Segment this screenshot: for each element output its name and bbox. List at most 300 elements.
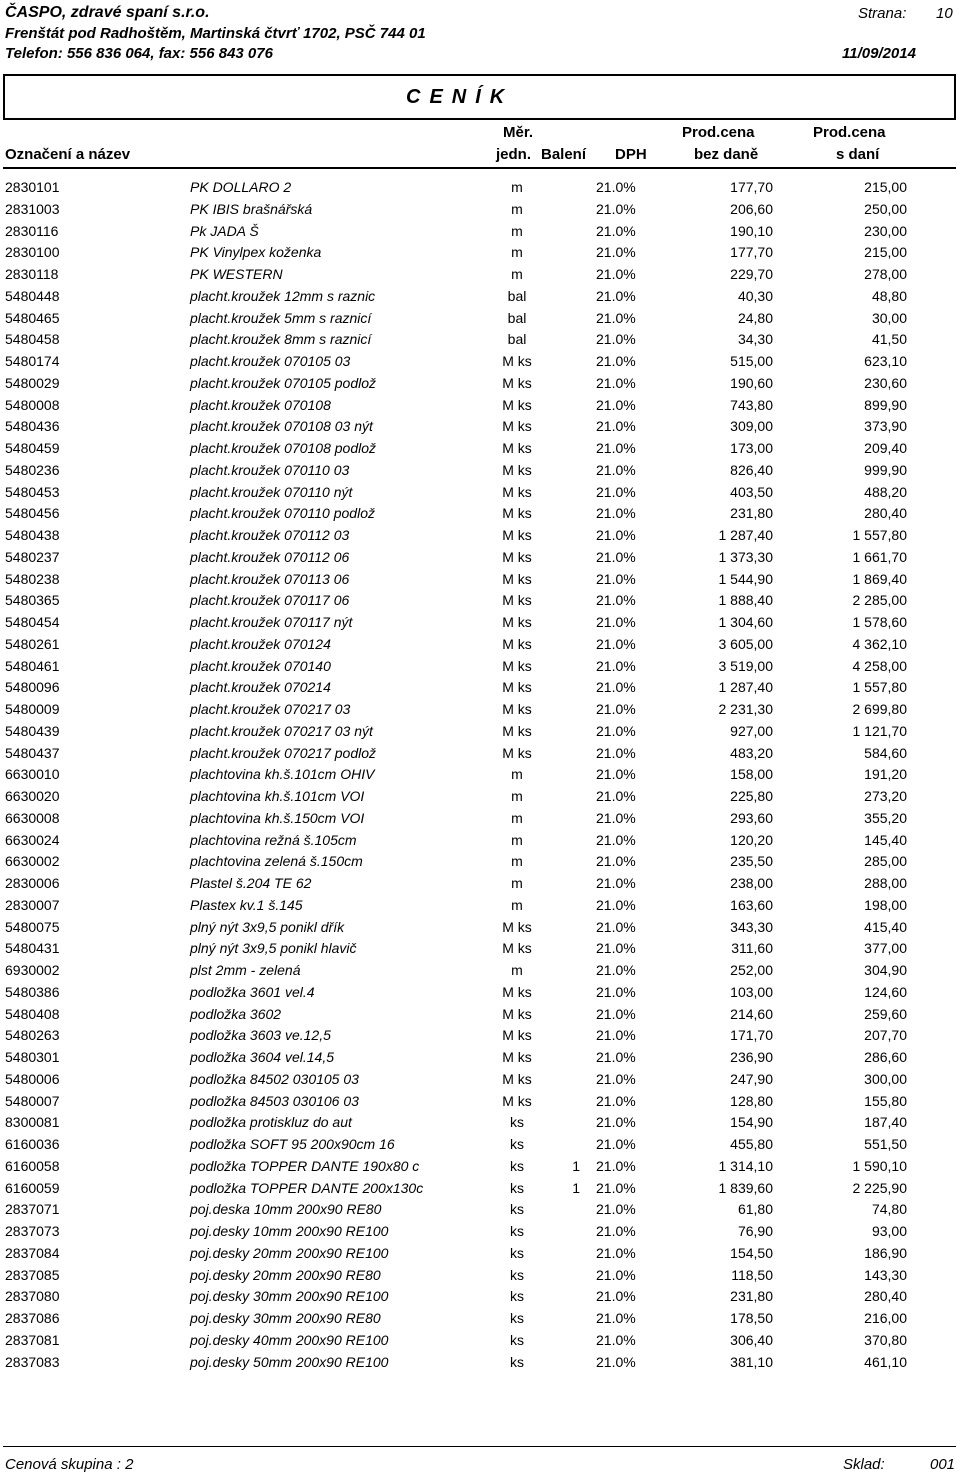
item-unit: M ks — [502, 396, 532, 413]
item-price: 1 287,40 — [718, 527, 773, 543]
item-price: 177,70 — [730, 244, 773, 261]
item-unit: M ks — [502, 461, 532, 478]
item-code: 5480408 — [5, 1005, 60, 1022]
table-row — [0, 699, 960, 721]
item-price: 343,30 — [730, 918, 773, 935]
item-price: 1 304,60 — [718, 614, 773, 630]
item-name: Plastex kv.1 š.145 — [190, 896, 303, 913]
item-unit: M ks — [502, 1049, 532, 1065]
item-unit: M ks — [502, 548, 532, 565]
item-price-vat: 488,20 — [864, 483, 907, 500]
item-price-vat: 623,10 — [864, 353, 907, 369]
item-price-vat: 259,60 — [864, 1005, 907, 1022]
table-row — [0, 895, 960, 917]
item-code: 5480437 — [5, 744, 60, 761]
item-price-vat: 155,80 — [864, 1092, 907, 1109]
item-name: PK IBIS brašnářská — [190, 200, 313, 217]
col-unit-header-top: Měr. — [503, 124, 534, 141]
item-price: 3 605,00 — [718, 635, 773, 652]
item-price-vat: 207,70 — [864, 1027, 907, 1044]
table-row — [0, 1308, 960, 1330]
item-price: 403,50 — [730, 483, 773, 500]
item-code: 5480263 — [5, 1027, 60, 1044]
item-vat: 21.0% — [596, 222, 636, 239]
item-price-vat: 198,00 — [864, 896, 907, 913]
item-vat: 21.0% — [596, 940, 636, 957]
item-price: 24,80 — [737, 309, 773, 326]
item-price: 238,00 — [730, 875, 773, 891]
item-name: poj.desky 10mm 200x90 RE100 — [190, 1223, 389, 1239]
item-price-vat: 1 661,70 — [852, 548, 907, 565]
item-vat: 21.0% — [596, 722, 636, 739]
item-price: 826,40 — [730, 461, 773, 478]
item-vat: 21.0% — [596, 527, 636, 543]
table-row — [0, 830, 960, 852]
table-row — [0, 503, 960, 525]
item-code: 5480301 — [5, 1049, 60, 1065]
item-price: 236,90 — [730, 1049, 773, 1065]
item-code: 6630002 — [5, 853, 60, 870]
item-name: placht.kroužek 070105 podlož — [190, 374, 377, 391]
item-code: 2830007 — [5, 896, 60, 913]
item-vat: 21.0% — [596, 657, 636, 674]
item-price: 3 519,00 — [718, 657, 773, 674]
item-price: 252,00 — [730, 962, 773, 978]
item-code: 5480365 — [5, 592, 60, 609]
item-vat: 21.0% — [596, 1353, 636, 1370]
item-unit: M ks — [502, 1027, 532, 1044]
item-name: placht.kroužek 070124 — [190, 635, 331, 652]
table-row — [0, 634, 960, 656]
table-row — [0, 612, 960, 634]
item-price-vat: 377,00 — [864, 940, 907, 957]
item-unit: ks — [510, 1244, 524, 1261]
item-code: 2837086 — [5, 1310, 60, 1326]
item-price-vat: 230,00 — [864, 222, 907, 239]
item-unit: ks — [510, 1157, 524, 1174]
item-unit: bal — [507, 287, 527, 304]
item-name: Pk JADA Š — [190, 222, 259, 239]
table-row — [0, 460, 960, 482]
table-row — [0, 1156, 960, 1178]
item-price: 163,60 — [730, 896, 773, 913]
print-date: 11/09/2014 — [842, 45, 916, 62]
item-price-vat: 124,60 — [864, 983, 907, 1000]
table-row — [0, 743, 960, 765]
item-vat: 21.0% — [596, 505, 636, 522]
item-code: 6160058 — [5, 1157, 60, 1174]
item-name: podložka 3602 — [190, 1005, 282, 1022]
item-name: plachtovina zelená š.150cm — [190, 853, 363, 870]
item-vat: 21.0% — [596, 1266, 636, 1283]
item-name: placht.kroužek 070110 nýt — [190, 483, 353, 500]
item-name: placht.kroužek 5mm s raznicí — [190, 309, 372, 326]
table-row — [0, 1286, 960, 1308]
table-row — [0, 677, 960, 699]
item-price-vat: 304,90 — [864, 962, 907, 978]
table-row — [0, 721, 960, 743]
table-row — [0, 656, 960, 678]
item-price: 1 314,10 — [718, 1157, 773, 1174]
item-price: 171,70 — [730, 1027, 773, 1044]
item-price: 311,60 — [731, 940, 773, 957]
item-name: placht.kroužek 070214 — [190, 679, 331, 696]
item-price: 128,80 — [730, 1092, 773, 1109]
item-code: 2837071 — [5, 1201, 60, 1218]
item-code: 5480458 — [5, 331, 60, 348]
item-price: 154,90 — [730, 1114, 773, 1131]
item-code: 5480237 — [5, 548, 60, 565]
item-code: 5480454 — [5, 614, 60, 630]
item-unit: m — [511, 853, 523, 870]
item-code: 5480006 — [5, 1070, 60, 1087]
item-vat: 21.0% — [596, 635, 636, 652]
item-code: 2830101 — [5, 179, 60, 195]
item-vat: 21.0% — [596, 374, 636, 391]
item-name: placht.kroužek 070108 03 nýt — [190, 418, 373, 435]
item-code: 5480029 — [5, 374, 60, 391]
item-vat: 21.0% — [596, 1070, 636, 1087]
header-rule — [3, 167, 956, 169]
footer-rule — [3, 1446, 956, 1447]
item-unit: m — [511, 179, 523, 195]
item-vat: 21.0% — [596, 766, 636, 783]
item-pack: 1 — [572, 1179, 580, 1196]
item-name: podložka 3603 ve.12,5 — [190, 1027, 331, 1044]
item-price: 177,70 — [730, 179, 773, 195]
item-price: 515,00 — [730, 353, 773, 369]
item-code: 2837083 — [5, 1353, 60, 1370]
item-name: plachtovina kh.š.101cm OHIV — [190, 766, 375, 783]
item-name: poj.desky 30mm 200x90 RE80 — [190, 1310, 381, 1326]
item-vat: 21.0% — [596, 548, 636, 565]
item-price-vat: 4 258,00 — [852, 657, 907, 674]
item-unit: ks — [510, 1223, 524, 1239]
table-row — [0, 177, 960, 199]
item-code: 6930002 — [5, 962, 60, 978]
item-unit: M ks — [502, 701, 532, 717]
item-code: 6160059 — [5, 1179, 60, 1196]
item-unit: ks — [510, 1288, 524, 1305]
item-vat: 21.0% — [596, 200, 636, 217]
item-code: 2837080 — [5, 1288, 60, 1305]
item-price: 1 287,40 — [718, 679, 773, 696]
item-price-vat: 48,80 — [871, 287, 907, 304]
item-vat: 21.0% — [596, 179, 636, 195]
item-name: Plastel š.204 TE 62 — [190, 875, 312, 891]
table-row — [0, 329, 960, 351]
item-unit: M ks — [502, 1005, 532, 1022]
item-name: PK Vinylpex koženka — [190, 244, 322, 261]
item-name: podložka protiskluz do aut — [190, 1114, 352, 1131]
item-unit: M ks — [502, 918, 532, 935]
item-vat: 21.0% — [596, 287, 636, 304]
item-price: 293,60 — [730, 809, 773, 826]
price-group: Cenová skupina : 2 — [5, 1456, 134, 1473]
item-name: placht.kroužek 070105 03 — [190, 353, 351, 369]
item-vat: 21.0% — [596, 1005, 636, 1022]
item-name: plachtovina kh.š.101cm VOI — [190, 788, 365, 804]
item-price: 190,60 — [730, 374, 773, 391]
item-price: 455,80 — [730, 1136, 773, 1152]
item-unit: m — [511, 788, 523, 804]
item-price: 214,60 — [730, 1005, 773, 1022]
table-row — [0, 917, 960, 939]
item-price-vat: 899,90 — [864, 396, 907, 413]
item-price-vat: 143,30 — [864, 1266, 907, 1283]
item-vat: 21.0% — [596, 396, 636, 413]
item-code: 2830006 — [5, 875, 60, 891]
item-vat: 21.0% — [596, 1027, 636, 1044]
table-row — [0, 1352, 960, 1374]
item-price: 61,80 — [737, 1201, 773, 1218]
item-name: placht.kroužek 070217 03 — [190, 701, 351, 717]
table-row — [0, 482, 960, 504]
item-price-vat: 285,00 — [864, 853, 907, 870]
item-price-vat: 191,20 — [864, 766, 907, 783]
item-price-vat: 250,00 — [864, 200, 907, 217]
item-price-vat: 278,00 — [864, 266, 907, 282]
item-vat: 21.0% — [596, 570, 636, 587]
item-code: 5480448 — [5, 287, 60, 304]
item-price-vat: 551,50 — [864, 1136, 907, 1152]
item-price: 231,80 — [730, 1288, 773, 1305]
item-vat: 21.0% — [596, 353, 636, 369]
item-price: 306,40 — [730, 1331, 773, 1348]
item-name: placht.kroužek 070112 06 — [190, 548, 350, 565]
item-code: 5480236 — [5, 461, 60, 478]
item-name: poj.deska 10mm 200x90 RE80 — [190, 1201, 382, 1218]
item-price: 40,30 — [737, 287, 773, 304]
item-price: 2 231,30 — [718, 701, 773, 717]
item-code: 6630020 — [5, 788, 60, 804]
store-label: Sklad: — [843, 1456, 885, 1473]
item-code: 6630024 — [5, 831, 60, 848]
item-name: placht.kroužek 070110 03 — [190, 461, 350, 478]
item-unit: m — [511, 200, 523, 217]
item-price-vat: 999,90 — [864, 461, 907, 478]
table-row — [0, 351, 960, 373]
item-price-vat: 209,40 — [864, 440, 907, 456]
item-price-vat: 2 225,90 — [852, 1179, 907, 1196]
store-value: 001 — [930, 1456, 956, 1473]
item-code: 5480431 — [5, 940, 60, 957]
item-price-vat: 1 869,40 — [852, 570, 907, 587]
item-unit: m — [511, 831, 523, 848]
item-price: 34,30 — [737, 331, 773, 348]
item-code: 5480261 — [5, 635, 60, 652]
company-address: Frenštát pod Radhoštěm, Martinská čtvrť 1702, PSČ 744 01 — [5, 25, 426, 42]
item-name: placht.kroužek 070217 03 nýt — [190, 722, 373, 739]
price-list-table — [0, 177, 960, 1373]
table-row — [0, 590, 960, 612]
table-row — [0, 786, 960, 808]
item-vat: 21.0% — [596, 461, 636, 478]
item-price-vat: 273,20 — [864, 788, 907, 804]
item-price-vat: 2 699,80 — [852, 701, 907, 717]
table-row — [0, 1004, 960, 1026]
table-row — [0, 1265, 960, 1287]
item-price-vat: 415,40 — [864, 918, 907, 935]
table-row — [0, 1134, 960, 1156]
item-price-vat: 280,40 — [864, 1288, 907, 1305]
item-unit: M ks — [502, 374, 532, 391]
item-price-vat: 41,50 — [871, 331, 907, 348]
item-vat: 21.0% — [596, 418, 636, 435]
table-row — [0, 373, 960, 395]
item-price-vat: 215,00 — [864, 244, 907, 261]
item-unit: ks — [510, 1179, 524, 1196]
col-vat-header: DPH — [615, 146, 647, 163]
item-unit: M ks — [502, 1070, 532, 1087]
item-price: 1 544,90 — [718, 570, 773, 587]
item-price: 483,20 — [730, 744, 773, 761]
item-code: 6160036 — [5, 1136, 60, 1152]
item-unit: m — [511, 896, 523, 913]
item-unit: M ks — [502, 483, 532, 500]
item-name: plný nýt 3x9,5 ponikl dřík — [190, 918, 345, 935]
item-unit: M ks — [502, 353, 532, 369]
table-row — [0, 960, 960, 982]
item-name: poj.desky 30mm 200x90 RE100 — [190, 1288, 389, 1305]
item-price-vat: 280,40 — [864, 505, 907, 522]
item-vat: 21.0% — [596, 896, 636, 913]
item-unit: M ks — [502, 744, 532, 761]
item-unit: m — [511, 809, 523, 826]
item-price-vat: 187,40 — [864, 1114, 907, 1131]
item-unit: M ks — [502, 657, 532, 674]
item-price-vat: 1 557,80 — [852, 679, 907, 696]
table-row — [0, 764, 960, 786]
item-price-vat: 288,00 — [864, 875, 907, 891]
item-name: plst 2mm - zelená — [190, 962, 301, 978]
item-code: 2831003 — [5, 200, 60, 217]
item-name: placht.kroužek 070108 — [190, 396, 331, 413]
item-unit: M ks — [502, 983, 532, 1000]
item-price: 229,70 — [730, 266, 773, 282]
item-price: 309,00 — [730, 418, 773, 435]
table-row — [0, 873, 960, 895]
item-vat: 21.0% — [596, 918, 636, 935]
item-vat: 21.0% — [596, 266, 636, 282]
item-name: poj.desky 20mm 200x90 RE100 — [190, 1244, 389, 1261]
table-row — [0, 438, 960, 460]
company-name: ČASPO, zdravé spaní s.r.o. — [5, 4, 210, 21]
item-unit: ks — [510, 1266, 524, 1283]
item-vat: 21.0% — [596, 1092, 636, 1109]
table-row — [0, 1221, 960, 1243]
item-price-vat: 1 578,60 — [852, 614, 907, 630]
item-unit: M ks — [502, 679, 532, 696]
item-unit: bal — [507, 331, 527, 348]
page-number: 10 — [936, 5, 953, 22]
item-price-vat: 93,00 — [871, 1223, 907, 1239]
page-label: Strana: — [858, 5, 907, 22]
item-price-vat: 370,80 — [864, 1331, 907, 1348]
col-price-vat-header-top: Prod.cena — [813, 124, 886, 141]
item-code: 2837084 — [5, 1244, 60, 1261]
item-price: 1 839,60 — [718, 1179, 773, 1196]
item-vat: 21.0% — [596, 483, 636, 500]
item-price: 158,00 — [730, 766, 773, 783]
item-name: placht.kroužek 070117 nýt — [190, 614, 353, 630]
table-row — [0, 308, 960, 330]
item-code: 2830100 — [5, 244, 60, 261]
item-unit: M ks — [502, 592, 532, 609]
item-unit: m — [511, 222, 523, 239]
item-price: 76,90 — [737, 1223, 773, 1239]
table-row — [0, 569, 960, 591]
item-name: podložka 84502 030105 03 — [190, 1070, 359, 1087]
table-row — [0, 547, 960, 569]
item-unit: M ks — [502, 527, 532, 543]
item-unit: ks — [510, 1114, 524, 1131]
item-price: 118,50 — [731, 1266, 773, 1283]
item-price: 927,00 — [730, 722, 773, 739]
table-row — [0, 525, 960, 547]
item-unit: M ks — [502, 635, 532, 652]
table-row — [0, 221, 960, 243]
item-price-vat: 74,80 — [871, 1201, 907, 1218]
item-unit: ks — [510, 1331, 524, 1348]
item-code: 5480456 — [5, 505, 60, 522]
item-price: 225,80 — [730, 788, 773, 804]
item-code: 5480007 — [5, 1092, 60, 1109]
item-vat: 21.0% — [596, 1244, 636, 1261]
table-row — [0, 1025, 960, 1047]
item-unit: m — [511, 244, 523, 261]
table-row — [0, 982, 960, 1004]
item-name: podložka 3601 vel.4 — [190, 983, 315, 1000]
item-price-vat: 1 590,10 — [852, 1157, 907, 1174]
item-price-vat: 30,00 — [871, 309, 907, 326]
item-code: 5480459 — [5, 440, 60, 456]
item-name: podložka TOPPER DANTE 190x80 c — [190, 1157, 420, 1174]
item-price: 231,80 — [730, 505, 773, 522]
item-unit: ks — [510, 1353, 524, 1370]
item-vat: 21.0% — [596, 1223, 636, 1239]
item-code: 2837081 — [5, 1331, 60, 1348]
item-name: podložka SOFT 95 200x90cm 16 — [190, 1136, 395, 1152]
item-name: placht.kroužek 070140 — [190, 657, 331, 674]
table-row — [0, 1330, 960, 1352]
item-price: 381,10 — [730, 1353, 773, 1370]
item-price-vat: 2 285,00 — [852, 592, 907, 609]
item-vat: 21.0% — [596, 1049, 636, 1065]
table-row — [0, 1069, 960, 1091]
item-unit: M ks — [502, 722, 532, 739]
item-name: podložka 84503 030106 03 — [190, 1092, 359, 1109]
item-vat: 21.0% — [596, 962, 636, 978]
item-price: 1 888,40 — [718, 592, 773, 609]
item-vat: 21.0% — [596, 679, 636, 696]
col-unit-header-bottom: jedn. — [496, 146, 532, 163]
item-vat: 21.0% — [596, 1331, 636, 1348]
item-price: 1 373,30 — [718, 548, 773, 565]
item-name: placht.kroužek 8mm s raznicí — [190, 331, 372, 348]
item-vat: 21.0% — [596, 983, 636, 1000]
item-vat: 21.0% — [596, 1288, 636, 1305]
item-vat: 21.0% — [596, 831, 636, 848]
item-price-vat: 4 362,10 — [852, 635, 907, 652]
item-unit: m — [511, 766, 523, 783]
item-name: PK DOLLARO 2 — [190, 179, 292, 195]
col-pack-header: Balení — [541, 146, 587, 163]
item-name: plachtovina kh.š.150cm VOI — [190, 809, 365, 826]
item-price-vat: 300,00 — [864, 1070, 907, 1087]
item-vat: 21.0% — [596, 1201, 636, 1218]
item-vat: 21.0% — [596, 744, 636, 761]
